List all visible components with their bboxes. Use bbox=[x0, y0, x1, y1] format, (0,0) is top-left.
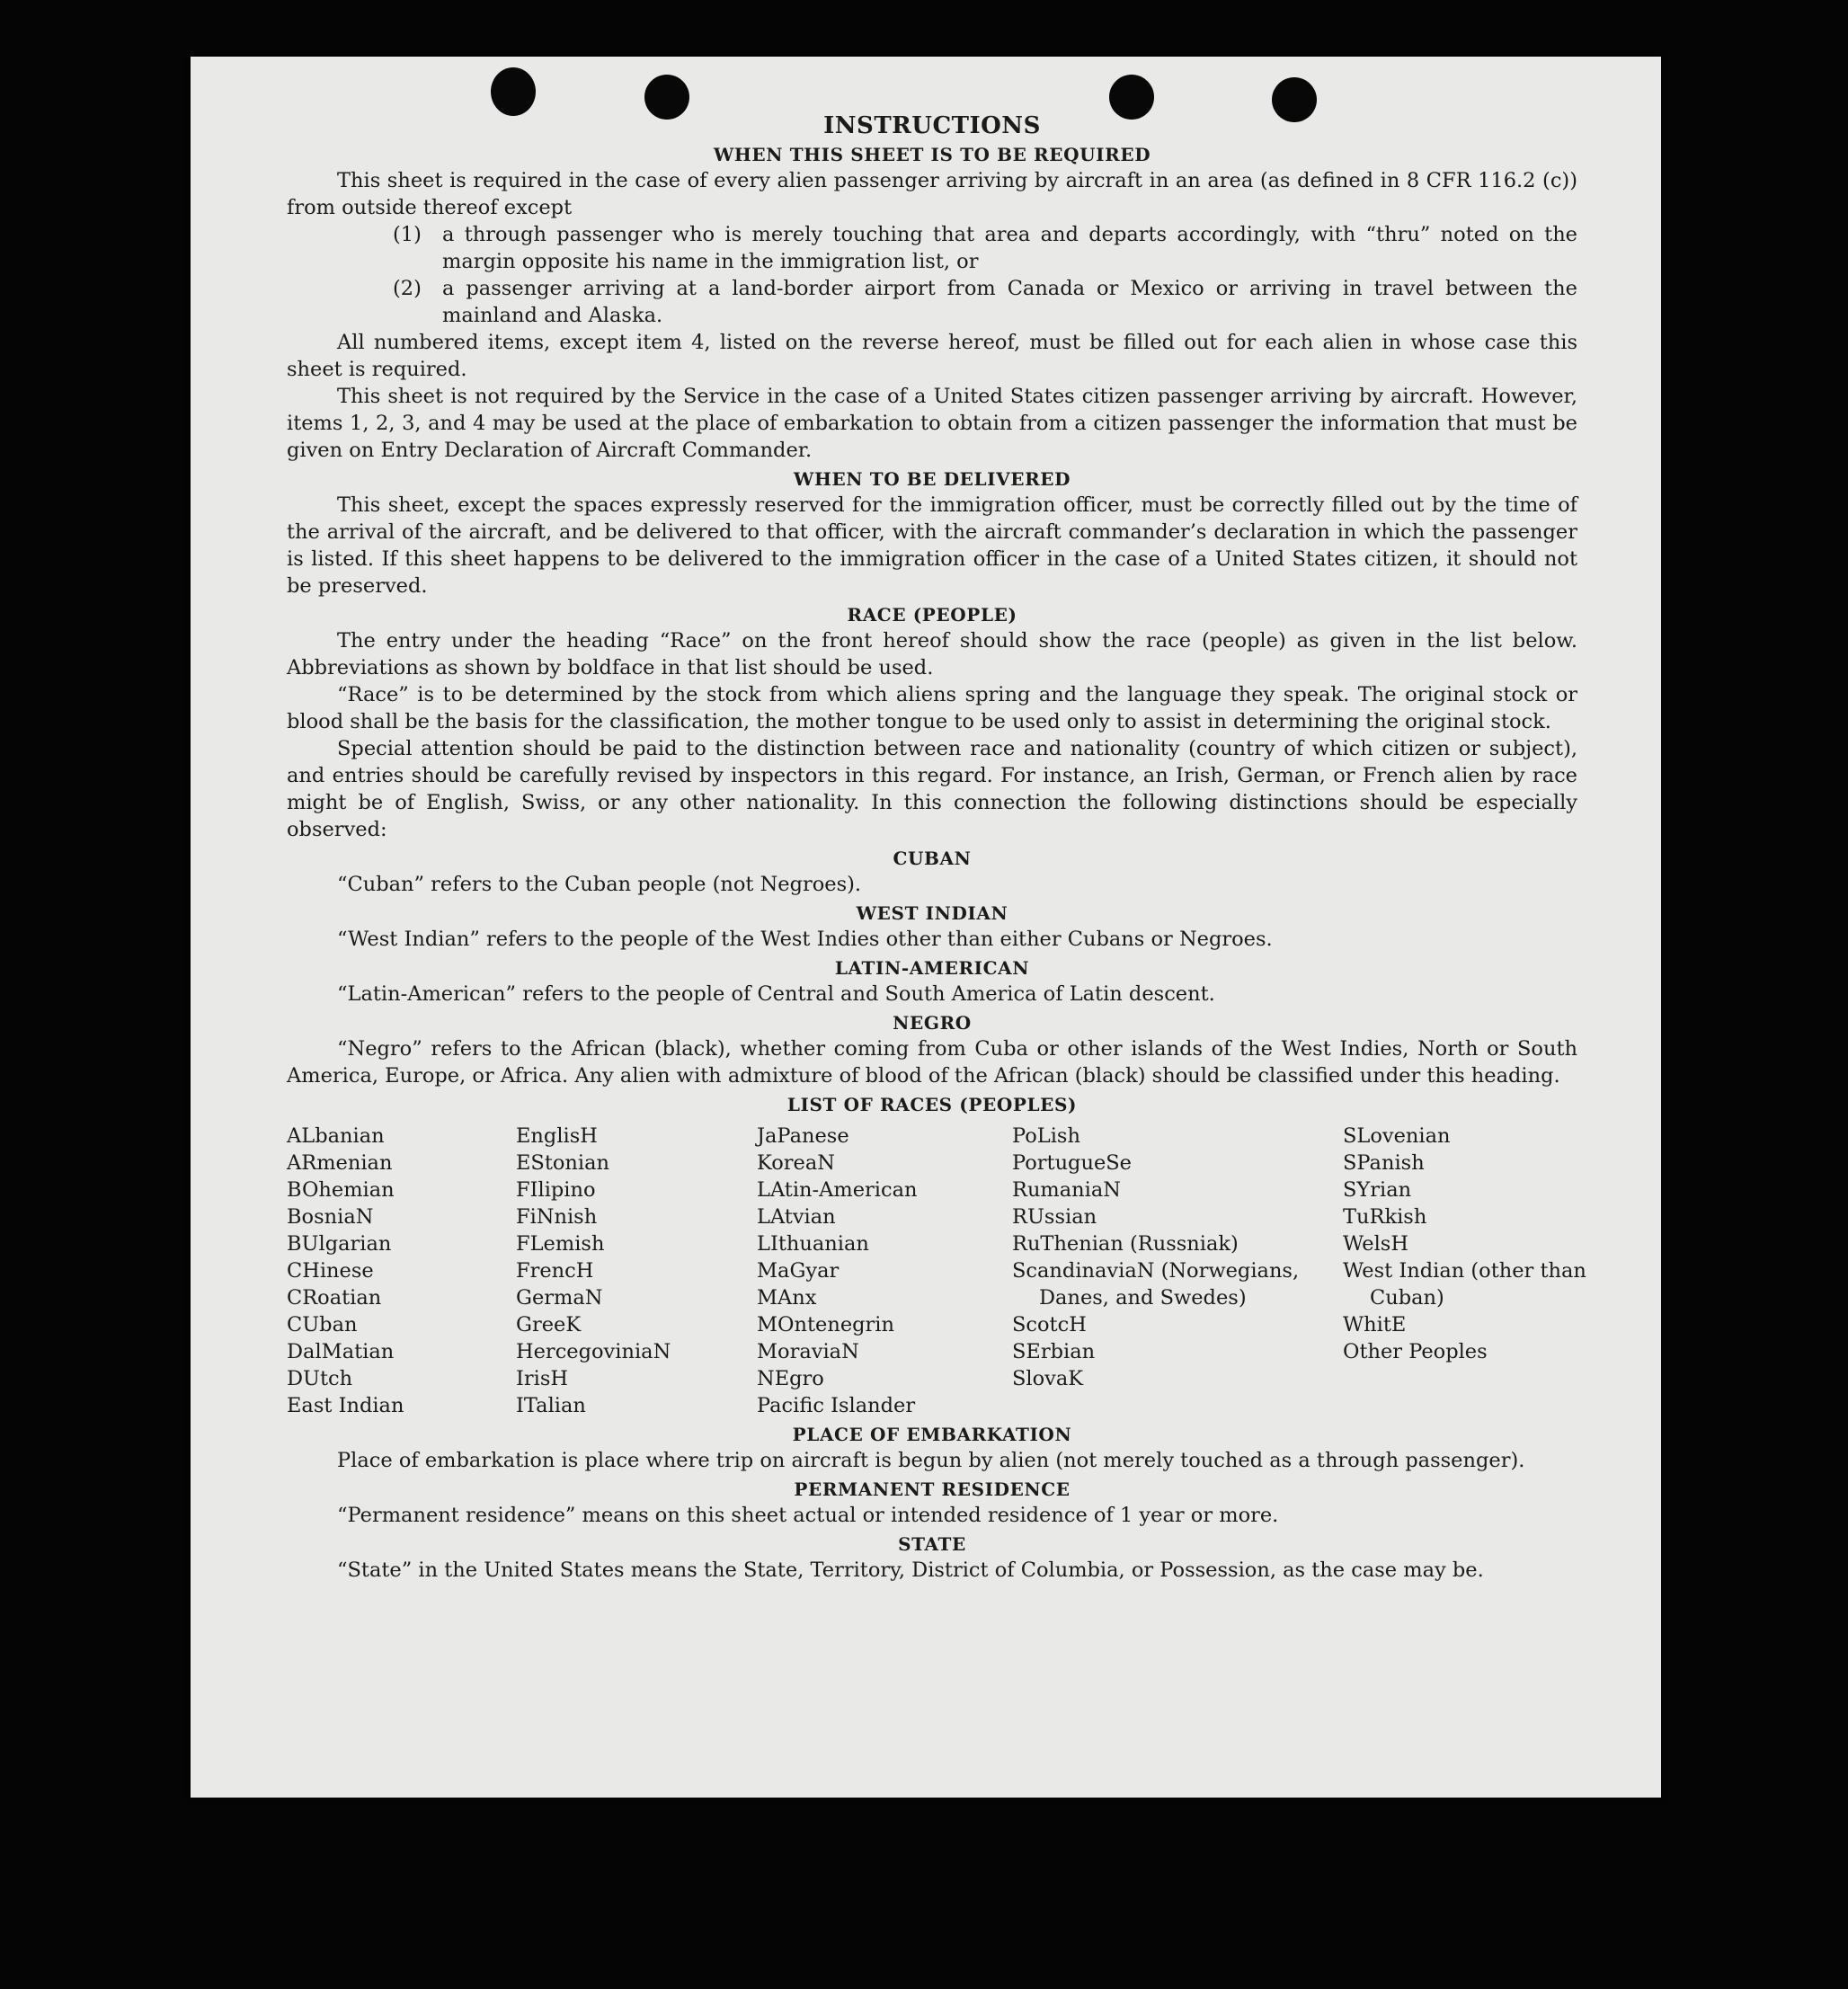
item-number: (1) bbox=[393, 223, 422, 246]
races-list bbox=[287, 1123, 1586, 1419]
paragraph: The entry under the heading “Race” on the front hereof should show the race (people) as given in the list below. Abbreviations as shown by boldface in that list should be used. bbox=[287, 629, 1577, 679]
paragraph: “Permanent residence” means on this sheet actual or intended residence of 1 year or more. bbox=[337, 1504, 1279, 1527]
heading-when-delivered: WHEN TO BE DELIVERED bbox=[793, 468, 1071, 490]
paragraph: This sheet is required in the case of every alien passenger arriving by aircraft in an area (as defined in 8 CFR 116.2 (c)) from outside thereof except bbox=[287, 169, 1577, 219]
paragraph: “Latin-American” refers to the people of Central and South America of Latin descent. bbox=[337, 982, 1215, 1006]
paragraph: “State” in the United States means the State, Territory, District of Columbia, or Possession, as the case may be. bbox=[337, 1558, 1484, 1582]
race-entry: East Indian bbox=[287, 1394, 404, 1417]
race-entry: PoLish bbox=[1012, 1124, 1080, 1148]
race-entry: ARmenian bbox=[287, 1151, 393, 1175]
race-entry: RuThenian (Russniak) bbox=[1012, 1232, 1239, 1256]
race-entry: ITalian bbox=[516, 1394, 586, 1417]
page-title: INSTRUCTIONS bbox=[823, 112, 1041, 139]
race-entry: FIlipino bbox=[516, 1178, 596, 1202]
heading-residence: PERMANENT RESIDENCE bbox=[794, 1478, 1071, 1500]
heading-when-required: WHEN THIS SHEET IS TO BE REQUIRED bbox=[713, 144, 1151, 165]
paragraph: “Cuban” refers to the Cuban people (not Negroes). bbox=[337, 873, 862, 896]
heading-negro: NEGRO bbox=[893, 1012, 972, 1034]
race-entry: ALbanian bbox=[287, 1124, 385, 1148]
heading-race: RACE (PEOPLE) bbox=[847, 604, 1017, 626]
race-entry: CUban bbox=[287, 1313, 358, 1336]
race-entry: FLemish bbox=[516, 1232, 605, 1256]
race-entry: BosniaN bbox=[287, 1205, 374, 1229]
race-entry: SPanish bbox=[1343, 1151, 1425, 1175]
item-text: a passenger arriving at a land-border airport from Canada or Mexico or arriving in travel between the mainland and Alaska. bbox=[442, 277, 1577, 327]
race-entry: EnglisH bbox=[516, 1124, 598, 1148]
heading-state: STATE bbox=[898, 1533, 966, 1555]
races-column bbox=[757, 1123, 1012, 1419]
race-entry: SErbian bbox=[1012, 1340, 1096, 1363]
paragraph: Special attention should be paid to the distinction between race and nationality (country of which citizen or subject), and entries should be carefully revised by inspectors in this regard. For instance, an Irish, German, or French alien by race might be of English, Swiss, or any other nationality. In this connection the following distinctions should be especially observed: bbox=[287, 737, 1577, 841]
race-entry: SLovenian bbox=[1343, 1124, 1451, 1148]
race-entry: FiNnish bbox=[516, 1205, 598, 1229]
paragraph: Place of embarkation is place where trip on aircraft is begun by alien (not merely touched as a through passenger). bbox=[337, 1449, 1525, 1472]
race-entry: West Indian (other than Cuban) bbox=[1343, 1259, 1586, 1310]
race-entry: ScandinaviaN (Norwegians, Danes, and Swedes) bbox=[1012, 1259, 1300, 1310]
race-entry: WhitE bbox=[1343, 1313, 1407, 1336]
races-column bbox=[516, 1123, 757, 1419]
paragraph: “Negro” refers to the African (black), whether coming from Cuba or other islands of the West Indies, North or South America, Europe, or Africa. Any alien with admixture of blood of the African (black) should be classified under this heading. bbox=[287, 1037, 1577, 1088]
race-entry: TuRkish bbox=[1343, 1205, 1427, 1229]
item-number: (2) bbox=[393, 277, 422, 300]
race-entry: IrisH bbox=[516, 1367, 569, 1390]
paragraph: “West Indian” refers to the people of the West Indies other than either Cubans or Negroes. bbox=[337, 928, 1273, 951]
race-entry: BUlgarian bbox=[287, 1232, 392, 1256]
race-entry: MAnx bbox=[757, 1286, 817, 1310]
race-entry: MOntenegrin bbox=[757, 1313, 894, 1336]
race-entry: LIthuanian bbox=[757, 1232, 869, 1256]
race-entry: JaPanese bbox=[757, 1124, 849, 1148]
race-entry: DalMatian bbox=[287, 1340, 395, 1363]
race-entry: SlovaK bbox=[1012, 1367, 1084, 1390]
races-column bbox=[1343, 1123, 1595, 1419]
race-entry: RumaniaN bbox=[1012, 1178, 1121, 1202]
race-entry: EStonian bbox=[516, 1151, 610, 1175]
heading-list-of-races: LIST OF RACES (PEOPLES) bbox=[786, 1094, 1078, 1115]
race-entry: BOhemian bbox=[287, 1178, 395, 1202]
race-entry: Other Peoples bbox=[1343, 1340, 1488, 1363]
race-entry: NEgro bbox=[757, 1367, 824, 1390]
race-entry: CHinese bbox=[287, 1259, 374, 1283]
item-text: a through passenger who is merely touching that area and departs accordingly, with “thru” noted on the margin opposite his name in the immigration list, or bbox=[442, 223, 1577, 273]
paragraph: This sheet, except the spaces expressly reserved for the immigration officer, must be correctly filled out by the time of the arrival of the aircraft, and be delivered to that officer, with the aircraft commander’s declaration in which the passenger is listed. If this sheet happens to be delivered to the immigration officer in the case of a United States citizen, it should not be preserved. bbox=[287, 493, 1577, 598]
paragraph: All numbered items, except item 4, listed on the reverse hereof, must be filled out for each alien in whose case this sheet is required. bbox=[287, 331, 1577, 381]
race-entry: KoreaN bbox=[757, 1151, 835, 1175]
race-entry: ScotcH bbox=[1012, 1313, 1087, 1336]
race-entry: LAtin-American bbox=[757, 1178, 918, 1202]
race-entry: Pacific Islander bbox=[757, 1394, 916, 1417]
heading-cuban: CUBAN bbox=[893, 848, 972, 869]
race-entry: FrencH bbox=[516, 1259, 594, 1283]
races-column bbox=[1012, 1123, 1343, 1419]
heading-latin-american: LATIN-AMERICAN bbox=[834, 957, 1030, 979]
heading-west-indian: WEST INDIAN bbox=[856, 902, 1008, 924]
list-item bbox=[393, 221, 1577, 275]
race-entry: GreeK bbox=[516, 1313, 582, 1336]
paragraph: This sheet is not required by the Service in the case of a United States citizen passenger arriving by aircraft. However, items 1, 2, 3, and 4 may be used at the place of embarkation to obtain from a citizen passenger the information that must be given on Entry Declaration of Aircraft Commander. bbox=[287, 385, 1577, 462]
race-entry: DUtch bbox=[287, 1367, 353, 1390]
race-entry: MoraviaN bbox=[757, 1340, 859, 1363]
race-entry: MaGyar bbox=[757, 1259, 840, 1283]
list-item bbox=[393, 275, 1577, 329]
race-entry: WelsH bbox=[1343, 1232, 1408, 1256]
race-entry: PortugueSe bbox=[1012, 1151, 1133, 1175]
race-entry: SYrian bbox=[1343, 1178, 1412, 1202]
races-column bbox=[287, 1123, 516, 1419]
instructions-content bbox=[287, 103, 1586, 1584]
race-entry: LAtvian bbox=[757, 1205, 836, 1229]
race-entry: CRoatian bbox=[287, 1286, 382, 1310]
race-entry: GermaN bbox=[516, 1286, 603, 1310]
paragraph: “Race” is to be determined by the stock from which aliens spring and the language they speak. The original stock or blood shall be the basis for the classification, the mother tongue to be used only to assist in determining the original stock. bbox=[287, 683, 1577, 733]
document-sheet bbox=[191, 57, 1661, 1798]
race-entry: HercegoviniaN bbox=[516, 1340, 671, 1363]
heading-embarkation: PLACE OF EMBARKATION bbox=[792, 1424, 1072, 1445]
race-entry: RUssian bbox=[1012, 1205, 1097, 1229]
